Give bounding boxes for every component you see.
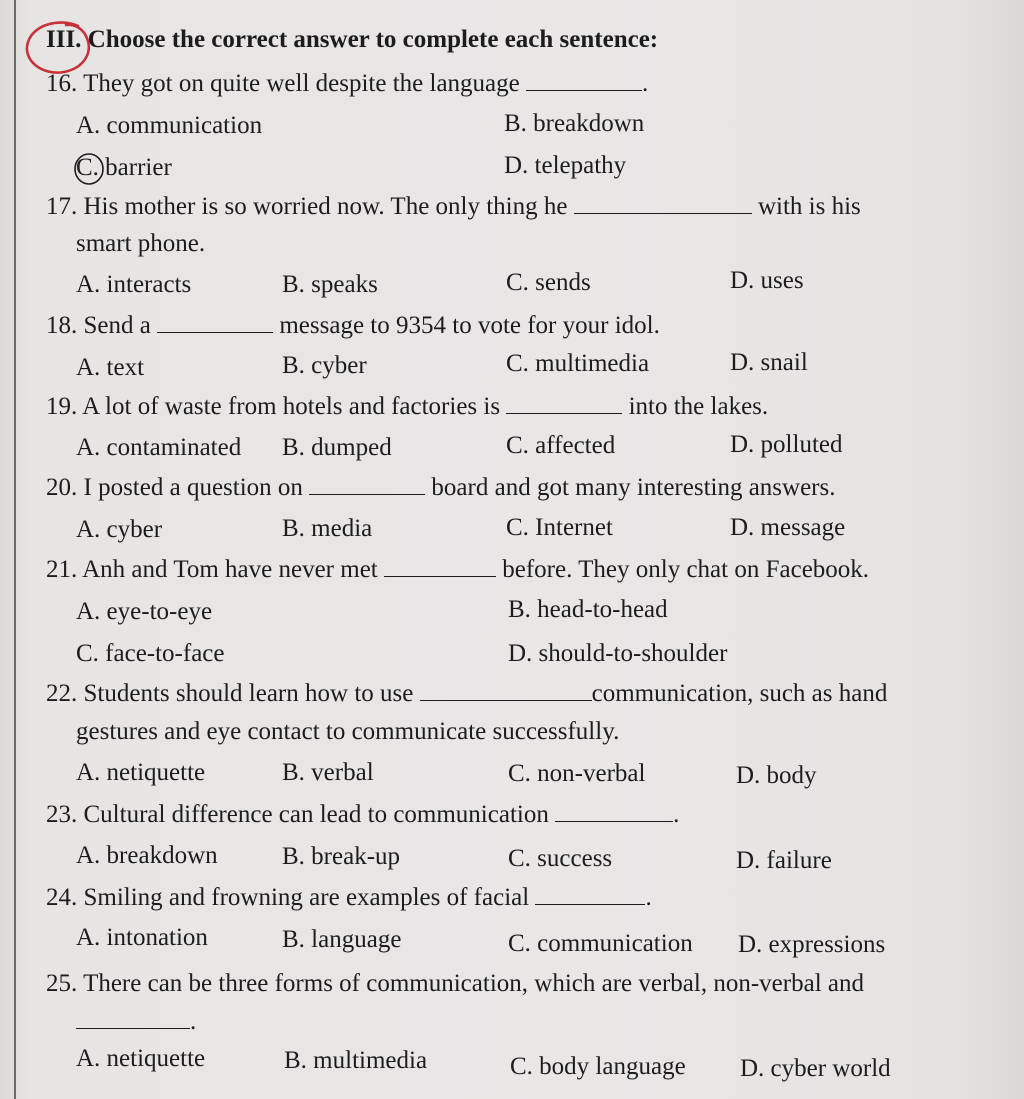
- option-18-d: D. snail: [730, 349, 808, 376]
- option-22-c: C. non-verbal: [508, 760, 646, 787]
- option-23-d: D. failure: [736, 847, 832, 874]
- question-number: 21.: [46, 556, 78, 583]
- question-text-after: .: [190, 1008, 197, 1035]
- question-text: Send a: [83, 312, 151, 339]
- option-16-a: A. communication: [76, 112, 263, 139]
- question-16: [46, 70, 648, 98]
- question-25: [46, 970, 864, 998]
- question-23: [46, 801, 679, 829]
- question-number: 16.: [46, 70, 78, 97]
- question-25-continued: [76, 1008, 196, 1036]
- option-18-a: A. text: [76, 354, 145, 381]
- question-text-after: .: [642, 70, 649, 97]
- option-16-b: B. breakdown: [504, 110, 645, 137]
- option-17-b: B. speaks: [282, 271, 378, 298]
- question-number: 25.: [46, 970, 78, 997]
- question-number: 24.: [46, 884, 78, 911]
- question-number: 22.: [46, 680, 78, 707]
- answer-blank: [76, 1010, 190, 1029]
- question-text-after: with is his: [757, 193, 861, 220]
- question-number: 17.: [46, 193, 78, 220]
- question-text-after: into the lakes.: [628, 393, 769, 420]
- answer-blank: [555, 803, 673, 822]
- option-16-c: C. barrier: [76, 154, 172, 181]
- option-25-c: C. body language: [510, 1053, 686, 1080]
- answer-blank: [574, 195, 752, 214]
- question-text: Cultural difference can lead to communication: [83, 801, 549, 828]
- option-22-a: A. netiquette: [76, 759, 206, 786]
- option-18-c: C. multimedia: [506, 350, 650, 377]
- question-number: 18.: [46, 312, 78, 339]
- option-20-a: A. cyber: [76, 516, 163, 543]
- option-25-d: D. cyber world: [740, 1055, 891, 1082]
- question-19: [46, 393, 768, 421]
- answer-blank: [535, 886, 645, 905]
- option-16-d: D. telepathy: [504, 152, 627, 179]
- question-text-after: .: [645, 884, 652, 911]
- question-number: 23.: [46, 801, 78, 828]
- option-24-c: C. communication: [508, 930, 693, 957]
- question-text-after: communication, such as hand: [591, 680, 888, 707]
- option-23-c: C. success: [508, 845, 613, 872]
- question-number: 20.: [46, 474, 78, 501]
- option-21-d: D. should-to-shoulder: [508, 640, 728, 667]
- option-20-d: D. message: [730, 514, 846, 541]
- option-22-b: B. verbal: [282, 759, 374, 786]
- option-17-a: A. interacts: [76, 271, 192, 298]
- question-text: A lot of waste from hotels and factories is: [82, 393, 501, 420]
- option-19-b: B. dumped: [282, 434, 392, 461]
- page-edge-shadow: [954, 0, 1024, 1099]
- option-17-d: D. uses: [730, 267, 804, 294]
- question-text: I posted a question on: [83, 474, 303, 501]
- option-18-b: B. cyber: [282, 352, 367, 379]
- answer-blank: [506, 395, 622, 414]
- option-22-d: D. body: [736, 762, 817, 789]
- section-heading: [46, 26, 658, 54]
- option-20-b: B. media: [282, 515, 373, 542]
- question-text-after: message to 9354 to vote for your idol.: [279, 312, 660, 339]
- answer-circle-icon: [72, 150, 110, 188]
- option-21-a: A. eye-to-eye: [76, 598, 213, 625]
- answer-blank: [420, 682, 592, 701]
- question-text: They got on quite well despite the language: [83, 70, 520, 97]
- option-19-d: D. polluted: [730, 431, 843, 458]
- question-text: Smiling and frowning are examples of facial: [83, 884, 530, 911]
- option-24-d: D. expressions: [738, 931, 886, 958]
- question-text: There can be three forms of communication, which are verbal, non-verbal and: [83, 970, 864, 997]
- question-22: [46, 680, 887, 708]
- question-text-after: .: [673, 801, 680, 828]
- question-text: Anh and Tom have never met: [82, 556, 378, 583]
- option-23-b: B. break-up: [282, 843, 401, 870]
- answer-blank: [157, 314, 273, 333]
- option-21-b: B. head-to-head: [508, 596, 668, 623]
- option-20-c: C. Internet: [506, 514, 613, 541]
- question-number: 19.: [46, 393, 78, 420]
- option-19-a: A. contaminated: [76, 434, 242, 461]
- answer-blank: [526, 72, 642, 91]
- option-25-b: B. multimedia: [284, 1047, 428, 1074]
- question-21: [46, 556, 869, 584]
- answer-blank: [384, 558, 496, 577]
- question-17: [46, 193, 861, 221]
- section-title: Choose the correct answer to complete each sentence:: [87, 26, 659, 53]
- section-numeral: III.: [46, 26, 82, 53]
- question-18: [46, 312, 660, 340]
- question-24: [46, 884, 652, 912]
- option-24-a: A. intonation: [76, 924, 208, 951]
- option-25-a: A. netiquette: [76, 1045, 206, 1072]
- question-text-after: board and got many interesting answers.: [431, 474, 836, 501]
- question-text-after: before. They only chat on Facebook.: [502, 556, 870, 583]
- question-22-continued: gestures and eye contact to communicate successfully.: [76, 718, 620, 745]
- option-23-a: A. breakdown: [76, 842, 218, 869]
- option-19-c: C. affected: [506, 432, 616, 459]
- option-21-c: C. face-to-face: [76, 640, 225, 667]
- question-17-continued: smart phone.: [76, 230, 206, 257]
- question-text: Students should learn how to use: [83, 680, 414, 707]
- answer-blank: [309, 476, 425, 495]
- option-24-b: B. language: [282, 926, 402, 953]
- question-text: His mother is so worried now. The only thing he: [83, 193, 568, 220]
- question-20: [46, 474, 836, 502]
- option-17-c: C. sends: [506, 269, 591, 296]
- margin-rule: [14, 0, 16, 1099]
